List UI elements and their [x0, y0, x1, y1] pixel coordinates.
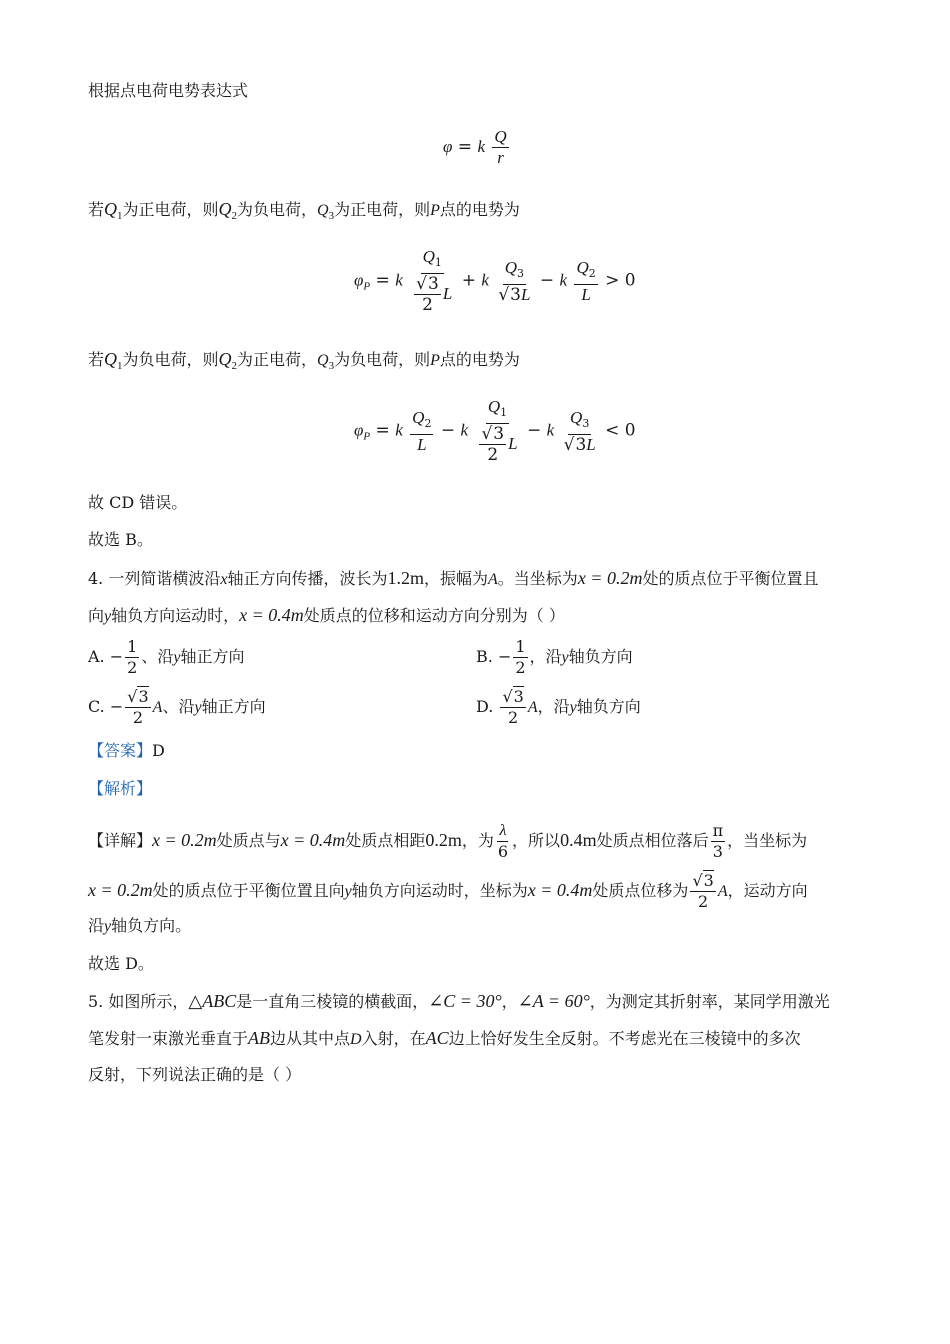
subscript: 3 — [582, 416, 590, 430]
fraction — [513, 638, 527, 677]
q-symbol: Q — [218, 349, 232, 369]
radicand: 3 — [703, 871, 714, 890]
text: 。当坐标为 — [497, 569, 578, 588]
q4-detail-line3 — [88, 916, 191, 937]
side-ac: AC — [425, 1028, 449, 1048]
text: ，运动方向 — [727, 881, 808, 900]
text: 轴正方向传播，波长为 — [227, 569, 388, 588]
q4-option-d — [476, 688, 641, 727]
option-label: C. — [88, 697, 105, 716]
text: 点的电势为 — [439, 200, 520, 219]
fraction-lambda-over-6 — [496, 822, 510, 861]
detail-tag: 【详解】 — [88, 831, 153, 850]
y-symbol: y — [569, 699, 577, 716]
pi-symbol: π — [712, 821, 724, 840]
y-symbol: y — [104, 918, 112, 935]
text: 处质点相位落后 — [596, 831, 709, 850]
q5-stem-line1 — [88, 991, 830, 1012]
triangle-abc: △ABC — [188, 991, 237, 1011]
sqrt3-over-2: $\frac{√3}{2}$ — [416, 274, 439, 315]
p-symbol: P — [430, 202, 440, 219]
numerator: Q — [494, 127, 507, 146]
text: 处的质点位于平衡位置且向 — [152, 881, 345, 900]
q-symbol: Q — [576, 257, 589, 277]
text: 边上恰好发生全反射。不考虑光在三棱镜中的多次 — [448, 1029, 801, 1048]
angle-c: ∠C = 30° — [428, 991, 502, 1011]
q-symbol: Q — [504, 257, 518, 277]
l-symbol: L — [520, 284, 531, 304]
text: 为正电荷，则 — [334, 200, 431, 219]
text: 点的电势为 — [439, 350, 520, 369]
text: 向 — [88, 606, 105, 625]
fraction — [125, 638, 139, 677]
q-symbol: Q — [218, 199, 232, 219]
text: 若 — [88, 200, 105, 219]
position: x = 0.4m — [239, 605, 304, 625]
fraction-term1 — [410, 409, 433, 454]
subscript: 3 — [328, 210, 335, 222]
l-symbol: L — [586, 434, 596, 454]
relation: > 0 — [605, 270, 636, 291]
q4-answer — [88, 741, 165, 761]
text: ， — [501, 992, 518, 1011]
p-symbol: P — [430, 352, 440, 369]
fraction: $\frac{√3}{2}$ — [127, 687, 149, 727]
q5-stem-line2 — [88, 1028, 801, 1050]
relation: < 0 — [605, 420, 636, 441]
y-symbol: y — [173, 649, 181, 666]
text: 为正电荷，则 — [122, 200, 219, 219]
q4-option-c — [88, 688, 266, 727]
subscript: 2 — [424, 416, 432, 430]
text: 轴正方向 — [201, 697, 266, 716]
option-label: A. — [88, 647, 105, 666]
denominator: 6 — [497, 842, 509, 861]
denominator: 2 — [132, 708, 144, 727]
distance: 0.4m — [560, 830, 597, 850]
k-constant: k — [477, 137, 486, 156]
subscript: 1 — [117, 360, 123, 372]
position: x = 0.2m — [577, 568, 643, 588]
subscript: 1 — [434, 256, 442, 269]
text: ，当坐标为 — [727, 831, 808, 850]
case2-text — [88, 349, 520, 376]
denominator: r — [497, 148, 504, 167]
denominator: 2 — [487, 445, 499, 465]
lambda-symbol: λ — [497, 822, 508, 842]
l-symbol: L — [508, 434, 518, 453]
option-label: B. — [476, 647, 493, 666]
text: 为负电荷，则 — [122, 350, 219, 369]
q4-analysis-tag — [88, 779, 152, 799]
text: ，为测定其折射率，某同学用激光 — [589, 992, 830, 1011]
q-symbol: Q — [570, 407, 583, 427]
sqrt3-over-2: $\frac{√3}{2}$ — [481, 424, 505, 465]
text: 处质点位移为 — [592, 881, 689, 900]
q4-detail-line1 — [88, 822, 807, 861]
phi-symbol: φ — [354, 270, 364, 290]
sign: − — [109, 647, 124, 666]
numerator: 1 — [515, 637, 526, 656]
amplitude-symbol: A — [488, 571, 498, 588]
text: 5. 如图所示， — [88, 992, 189, 1011]
denominator: 2 — [127, 658, 138, 677]
text: ，沿 — [537, 697, 570, 716]
phi-symbol: φ — [354, 420, 364, 440]
text: 处质点的位移和运动方向分别为（ ） — [303, 606, 565, 625]
q4-detail-line2 — [88, 872, 808, 911]
select-b: 故选 B。 — [88, 530, 153, 549]
q-symbol: Q — [104, 199, 118, 219]
subscript: P — [363, 430, 371, 443]
formula-phi-p-positive: $\varphi_P = k$ $Q_1$ $\frac{√3}{2}$ L + k $\frac{Q_3}{√3L}$ − k $\frac{Q_2}{L}$ > 0 — [354, 247, 636, 315]
answer-tag: 【答案】 — [88, 741, 153, 760]
denominator: 2 — [508, 708, 519, 727]
denominator: 2 — [515, 658, 526, 677]
q-symbol: Q — [317, 352, 329, 369]
intro-text: 根据点电荷电势表达式 — [88, 81, 249, 100]
fraction-term1 — [410, 248, 454, 314]
radicand: 3 — [575, 434, 587, 455]
text: 轴负方向 — [568, 647, 633, 666]
y-symbol: y — [561, 649, 569, 666]
l-symbol: L — [581, 284, 591, 304]
radicand: 3 — [138, 687, 149, 706]
text: 沿 — [88, 916, 105, 935]
subscript: 2 — [231, 360, 238, 372]
position: x = 0.4m — [527, 880, 593, 900]
subscript: 3 — [517, 266, 525, 280]
text: 若 — [88, 350, 105, 369]
y-symbol: y — [194, 699, 202, 716]
analysis-tag: 【解析】 — [88, 779, 153, 798]
fraction-pi-over-3 — [711, 822, 726, 861]
text: 入射，在 — [361, 1029, 426, 1048]
formula-phi-p-negative: $\varphi_P = k$ $\frac{Q_2}{L}$ − k $Q_1$ $\frac{√3}{2}$ L − k $\frac{Q_3}{√3L}$ < 0 — [354, 397, 636, 465]
q4-option-b — [476, 638, 633, 677]
q-symbol: Q — [412, 407, 425, 427]
q-symbol: Q — [317, 202, 329, 219]
point-d: D — [350, 1031, 362, 1048]
q4-stem-line2 — [88, 605, 565, 627]
text: 为负电荷， — [237, 200, 318, 219]
fraction-term2: $\frac{Q_3}{√3L}$ — [498, 257, 531, 305]
l-symbol: L — [442, 284, 453, 303]
position: x = 0.2m — [152, 830, 217, 850]
amplitude-symbol: A — [152, 699, 163, 716]
text: 笔发射一束激光垂直于 — [88, 1029, 249, 1048]
fraction: $\frac{√3}{2}$ — [502, 687, 524, 727]
conclusion-cd: 故 CD 错误。 — [88, 493, 188, 512]
text: 处质点相距 — [345, 831, 426, 850]
text: 轴负方向。 — [111, 916, 192, 935]
l-symbol: L — [417, 434, 427, 454]
q4-option-a — [88, 638, 244, 677]
text: 处的质点位于平衡位置且 — [642, 569, 819, 588]
x-symbol: x — [220, 571, 228, 588]
sign: − — [497, 647, 512, 666]
fraction-sqrt3-over-2: $\frac{√3}{2}$ — [692, 871, 714, 911]
angle-a: ∠A = 60° — [517, 991, 590, 1011]
q-symbol: Q — [487, 397, 501, 416]
text: 轴负方向 — [576, 697, 641, 716]
text: 是一直角三棱镜的横截面， — [236, 992, 429, 1011]
text: 、沿 — [162, 697, 195, 716]
radicand: 3 — [428, 274, 439, 294]
wavelength: 1.2m — [387, 568, 424, 588]
q4-select: 故选 D。 — [88, 954, 154, 973]
text: 处质点与 — [216, 831, 281, 850]
q4-stem-line1 — [88, 568, 818, 590]
denominator: 2 — [698, 892, 709, 911]
case1-text — [88, 199, 520, 226]
radicand: 3 — [510, 284, 521, 305]
text: 为正电荷， — [237, 350, 318, 369]
subscript: 2 — [588, 266, 596, 280]
denominator: 2 — [422, 295, 433, 315]
text: ，沿 — [529, 647, 562, 666]
side-ab: AB — [248, 1028, 271, 1048]
fraction-term3 — [574, 259, 597, 304]
text: ，所以 — [512, 831, 561, 850]
q-symbol: Q — [422, 247, 435, 266]
q5-stem-line3: 反射，下列说法正确的是（ ） — [88, 1065, 302, 1084]
subscript: 3 — [328, 360, 335, 372]
q-symbol: Q — [104, 349, 118, 369]
amplitude-symbol: A — [717, 883, 728, 900]
answer-value: D — [152, 741, 165, 760]
text: 为负电荷，则 — [334, 350, 431, 369]
radicand: 3 — [493, 424, 505, 444]
radicand: 3 — [513, 687, 524, 706]
fraction-term2 — [475, 398, 519, 464]
numerator: 1 — [127, 637, 138, 656]
text: ，振幅为 — [424, 569, 489, 588]
text: 4. 一列简谐横波沿 — [88, 569, 221, 588]
text: 轴负方向运动时， — [111, 606, 240, 625]
text: 边从其中点 — [270, 1029, 351, 1048]
subscript: P — [363, 280, 371, 293]
phi-symbol: φ — [443, 137, 453, 156]
position: x = 0.4m — [280, 830, 346, 850]
position: x = 0.2m — [88, 880, 153, 900]
amplitude-symbol: A — [527, 699, 538, 716]
text: 、沿 — [141, 647, 174, 666]
subscript: 1 — [117, 210, 123, 222]
fraction-term3: $\frac{Q_3}{√3L}$ — [563, 407, 596, 455]
subscript: 1 — [500, 406, 508, 419]
option-label: D. — [476, 697, 494, 716]
text: 轴正方向 — [180, 647, 245, 666]
y-symbol: y — [344, 883, 352, 900]
distance: 0.2m — [425, 830, 462, 850]
sign: − — [109, 697, 124, 716]
text: ，为 — [461, 831, 494, 850]
text: 轴负方向运动时，坐标为 — [351, 881, 528, 900]
y-symbol: y — [104, 608, 112, 625]
subscript: 2 — [231, 210, 238, 222]
formula-potential: φ = k $\frac{Q}{r}$ — [443, 127, 507, 167]
denominator: 3 — [712, 842, 723, 861]
fraction-q-over-r — [492, 128, 508, 167]
